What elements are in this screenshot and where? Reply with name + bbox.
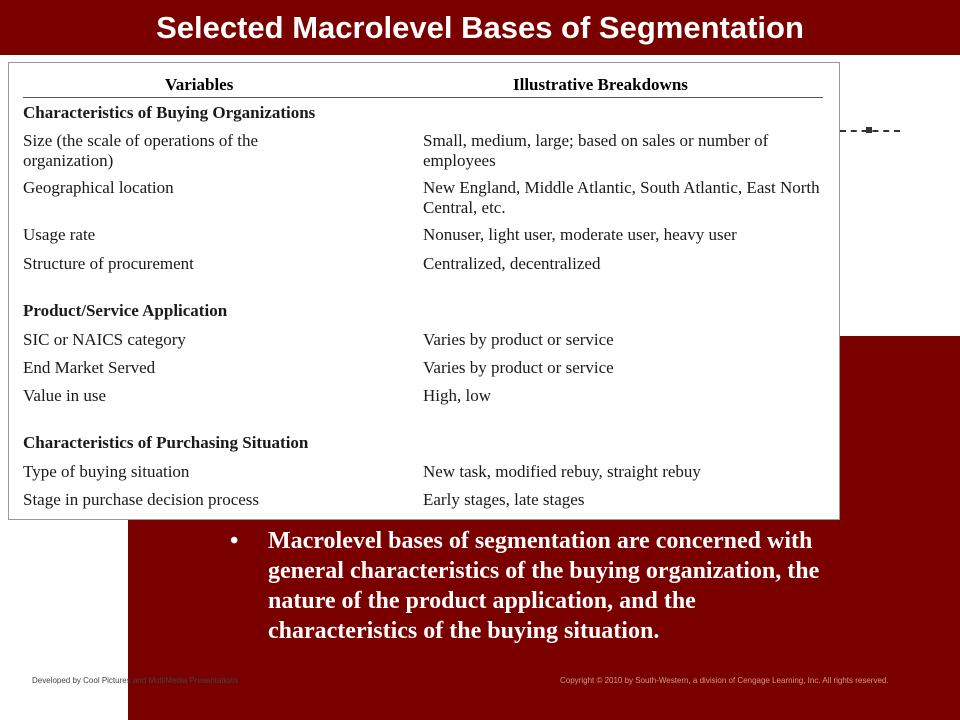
variable-cell: Type of buying situation: [23, 462, 190, 481]
variable-cell: Value in use: [23, 386, 107, 405]
breakdown-cell: New England, Middle Atlantic, South Atlantic, East North Central, etc.: [423, 178, 820, 217]
variable-cell: SIC or NAICS category: [23, 330, 186, 349]
breakdown-cell: High, low: [423, 386, 491, 405]
variable-cell: Geographical location: [23, 178, 174, 197]
variable-cell: Usage rate: [23, 225, 96, 244]
variable-cell: End Market Served: [23, 358, 156, 377]
bullet-text: Macrolevel bases of segmentation are concerned with general characteristics of the buying organization, the nature of the product application, and the characteristics of the buying situation.: [268, 528, 820, 644]
footer-copyright: Copyright © 2010 by South-Western, a division of Cengage Learning, Inc. All rights reserved.: [560, 676, 889, 685]
breakdown-cell: Centralized, decentralized: [423, 254, 601, 273]
dashed-line-node: [866, 127, 872, 133]
breakdown-cell: Early stages, late stages: [423, 490, 585, 509]
breakdown-cell: Nonuser, light user, moderate user, heavy user: [423, 225, 737, 244]
breakdown-cell: Varies by product or service: [423, 330, 614, 349]
variable-cell: Structure of procurement: [23, 254, 194, 273]
breakdown-cell: Small, medium, large; based on sales or number of employees: [423, 131, 769, 170]
slide-title: Selected Macrolevel Bases of Segmentation: [0, 0, 960, 55]
variable-cell: Size (the scale of operations of the organization): [23, 131, 259, 170]
breakdown-cell: New task, modified rebuy, straight rebuy: [423, 462, 701, 481]
variable-cell: Stage in purchase decision process: [23, 490, 260, 509]
bullet-icon: •: [230, 528, 239, 554]
table-header: [23, 75, 823, 98]
header-variables: Variables: [165, 75, 234, 94]
footer-credit: Developed by Cool Pictures and MultiMedia Presentations: [32, 676, 239, 685]
breakdown-cell: Varies by product or service: [423, 358, 614, 377]
segmentation-table: Variables Illustrative Breakdowns Characteristics of Buying Organizations Size (the scale of operations of the organization) Small, medium, large; based on sales or number of employees Geographical location New England, Middle Atlantic, South Atlantic, East North Central, etc. Usage rate Nonuser, light user, moderate user, heavy user Structure of procurement Centralized, decentralized Product/Service Application SIC or NAICS category Varies by product or service End Market Served Varies by product or service Value in use High, low Characteristics of Purchasing Situation Type of buying situation New task, modified rebuy, straight rebuy Stage in purchase decision process Early stages, late stages: [8, 62, 840, 520]
header-breakdowns: Illustrative Breakdowns: [513, 75, 688, 94]
